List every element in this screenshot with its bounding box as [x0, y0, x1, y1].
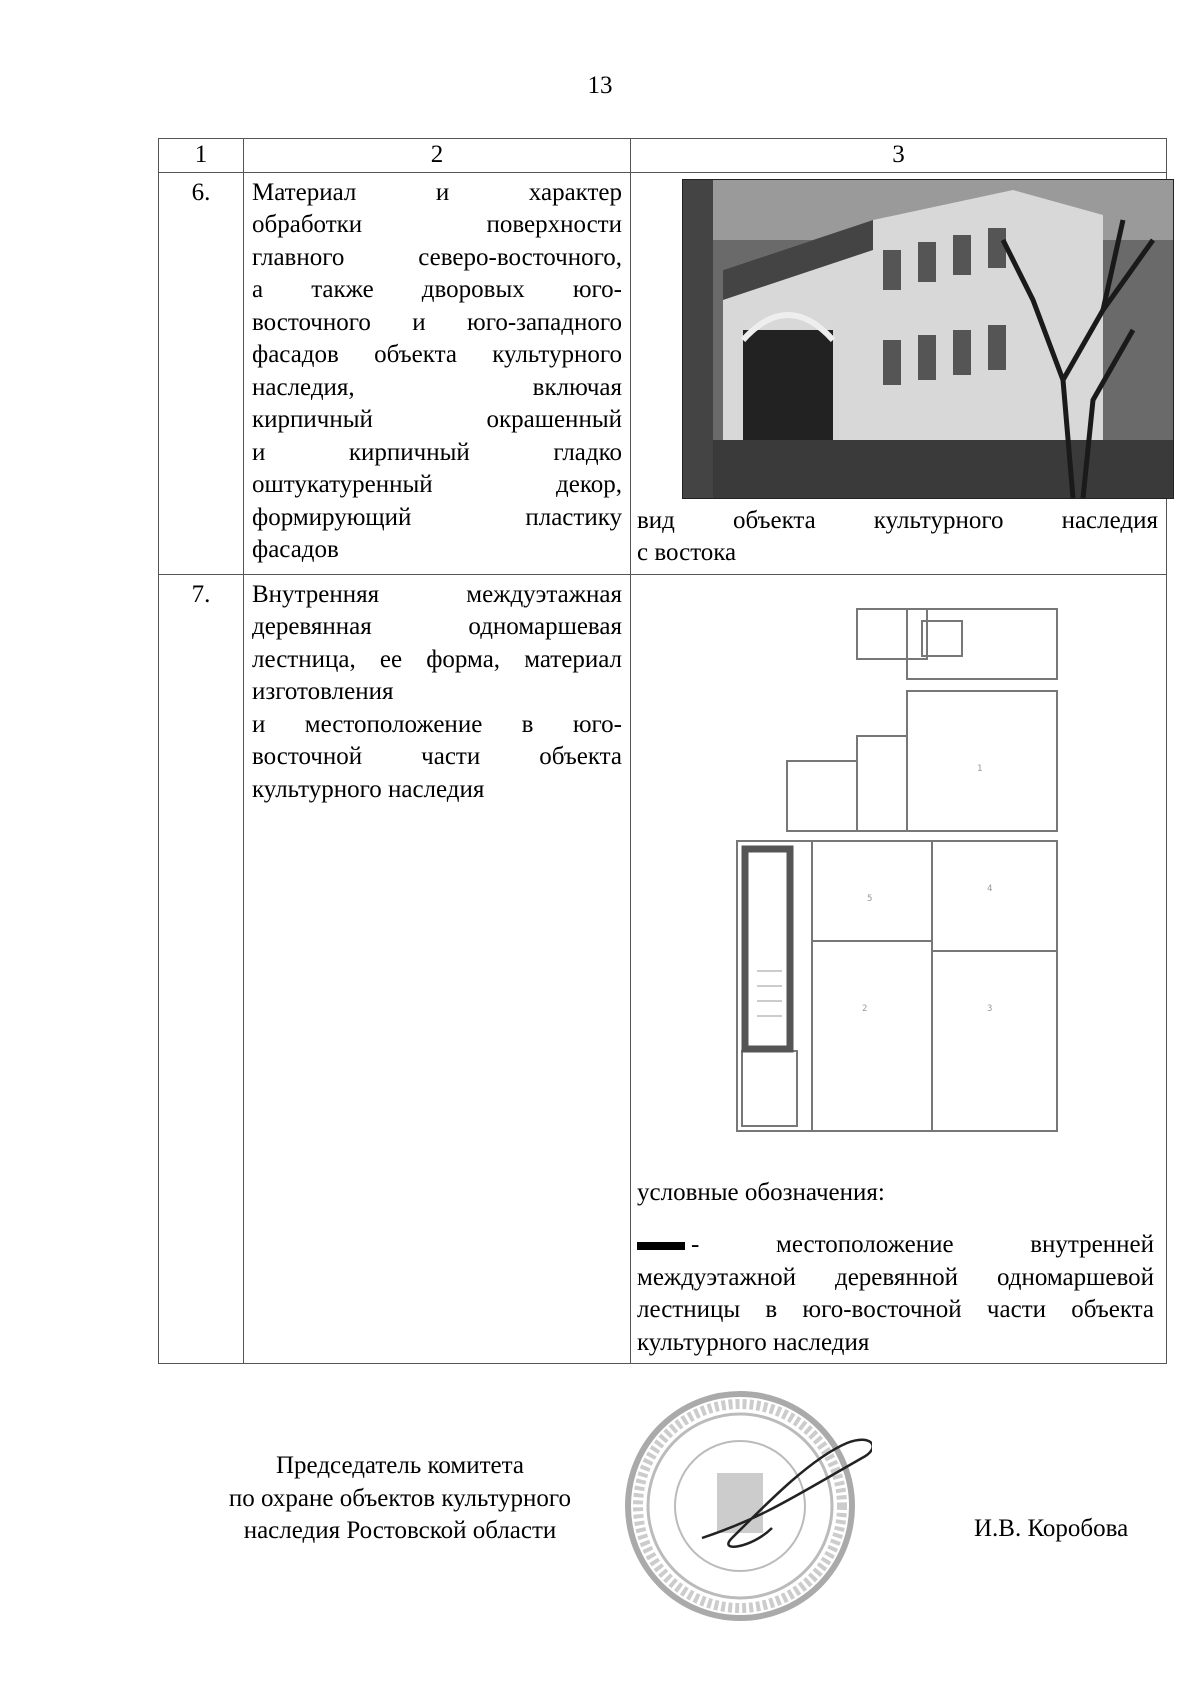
svg-text:2: 2 — [862, 1003, 868, 1014]
caption-line: вид объекта культурного наследия — [637, 506, 1158, 534]
svg-text:5: 5 — [867, 893, 873, 904]
floor-plan — [717, 591, 1097, 1171]
svg-text:1: 1 — [977, 763, 983, 774]
floor-plan-svg — [717, 591, 1097, 1171]
row-description — [244, 574, 631, 1364]
table-row-7 — [159, 574, 1167, 1364]
desc-line: лестница, ее форма, материал — [252, 645, 622, 673]
header-col-3: 3 — [631, 139, 1167, 173]
legend-bar-icon — [637, 1242, 685, 1250]
desc-line: фасадов объекта культурного — [252, 341, 622, 368]
desc-line: Внутренняя междуэтажная — [252, 580, 622, 608]
photo-cell — [631, 172, 1167, 574]
photo-caption — [637, 505, 1162, 570]
page-number: 13 — [587, 72, 613, 99]
desc-line: а также дворовых юго- — [252, 276, 622, 303]
svg-text:3: 3 — [987, 1003, 993, 1014]
legend-line: лестницы в юго-восточной части объекта — [637, 1296, 1154, 1323]
svg-text:4: 4 — [987, 883, 993, 894]
stamp-svg — [622, 1388, 872, 1638]
plan-cell — [631, 574, 1167, 1364]
legend-line: междуэтажной деревянной одномаршевой — [637, 1263, 1154, 1291]
desc-line: фасадов — [252, 536, 339, 563]
building-photo-svg — [683, 180, 1173, 498]
desc-line: восточного и юго-западного — [252, 308, 622, 336]
header-col-1: 1 — [159, 139, 244, 173]
row-description — [244, 172, 631, 574]
desc-line: и кирпичный гладко — [252, 438, 622, 466]
legend-line — [637, 1229, 1154, 1262]
desc-line: деревянная одномаршевая — [252, 613, 622, 640]
heritage-table — [158, 138, 1167, 1364]
desc-line: оштукатуренный декор, — [252, 471, 622, 498]
row-number: 6. — [159, 172, 244, 574]
caption-line: с востока — [637, 539, 737, 566]
stair-highlight — [745, 849, 790, 1049]
desc-line: Материал и характер — [252, 178, 622, 206]
table-row-6 — [159, 172, 1167, 574]
desc-line: наследия, включая — [252, 373, 622, 401]
legend-line-text: - местоположение внутренней — [691, 1231, 1154, 1258]
desc-line: формирующий пластику — [252, 503, 622, 531]
official-stamp — [622, 1388, 872, 1638]
row-number: 7. — [159, 574, 244, 1364]
desc-line: изготовления — [252, 678, 394, 705]
desc-line: обработки поверхности — [252, 211, 622, 238]
desc-line: и местоположение в юго- — [252, 710, 622, 738]
legend-title: условные обозначения: — [637, 1178, 885, 1206]
title-line: по охране объектов культурного — [228, 1484, 572, 1512]
legend — [637, 1229, 1162, 1359]
table-header-row — [159, 139, 1167, 173]
desc-line: главного северо-восточного, — [252, 243, 622, 271]
building-photo — [682, 179, 1174, 499]
title-line: Председатель комитета — [276, 1452, 524, 1479]
signatory-title — [190, 1450, 610, 1548]
desc-line: восточной части объекта — [252, 743, 622, 770]
desc-line: кирпичный окрашенный — [252, 406, 622, 433]
title-line: наследия Ростовской области — [243, 1517, 557, 1544]
signer-name: И.В. Коробова — [974, 1515, 1129, 1542]
header-col-2: 2 — [244, 139, 631, 173]
desc-line: культурного наследия — [252, 775, 485, 803]
legend-line: культурного наследия — [637, 1328, 870, 1356]
